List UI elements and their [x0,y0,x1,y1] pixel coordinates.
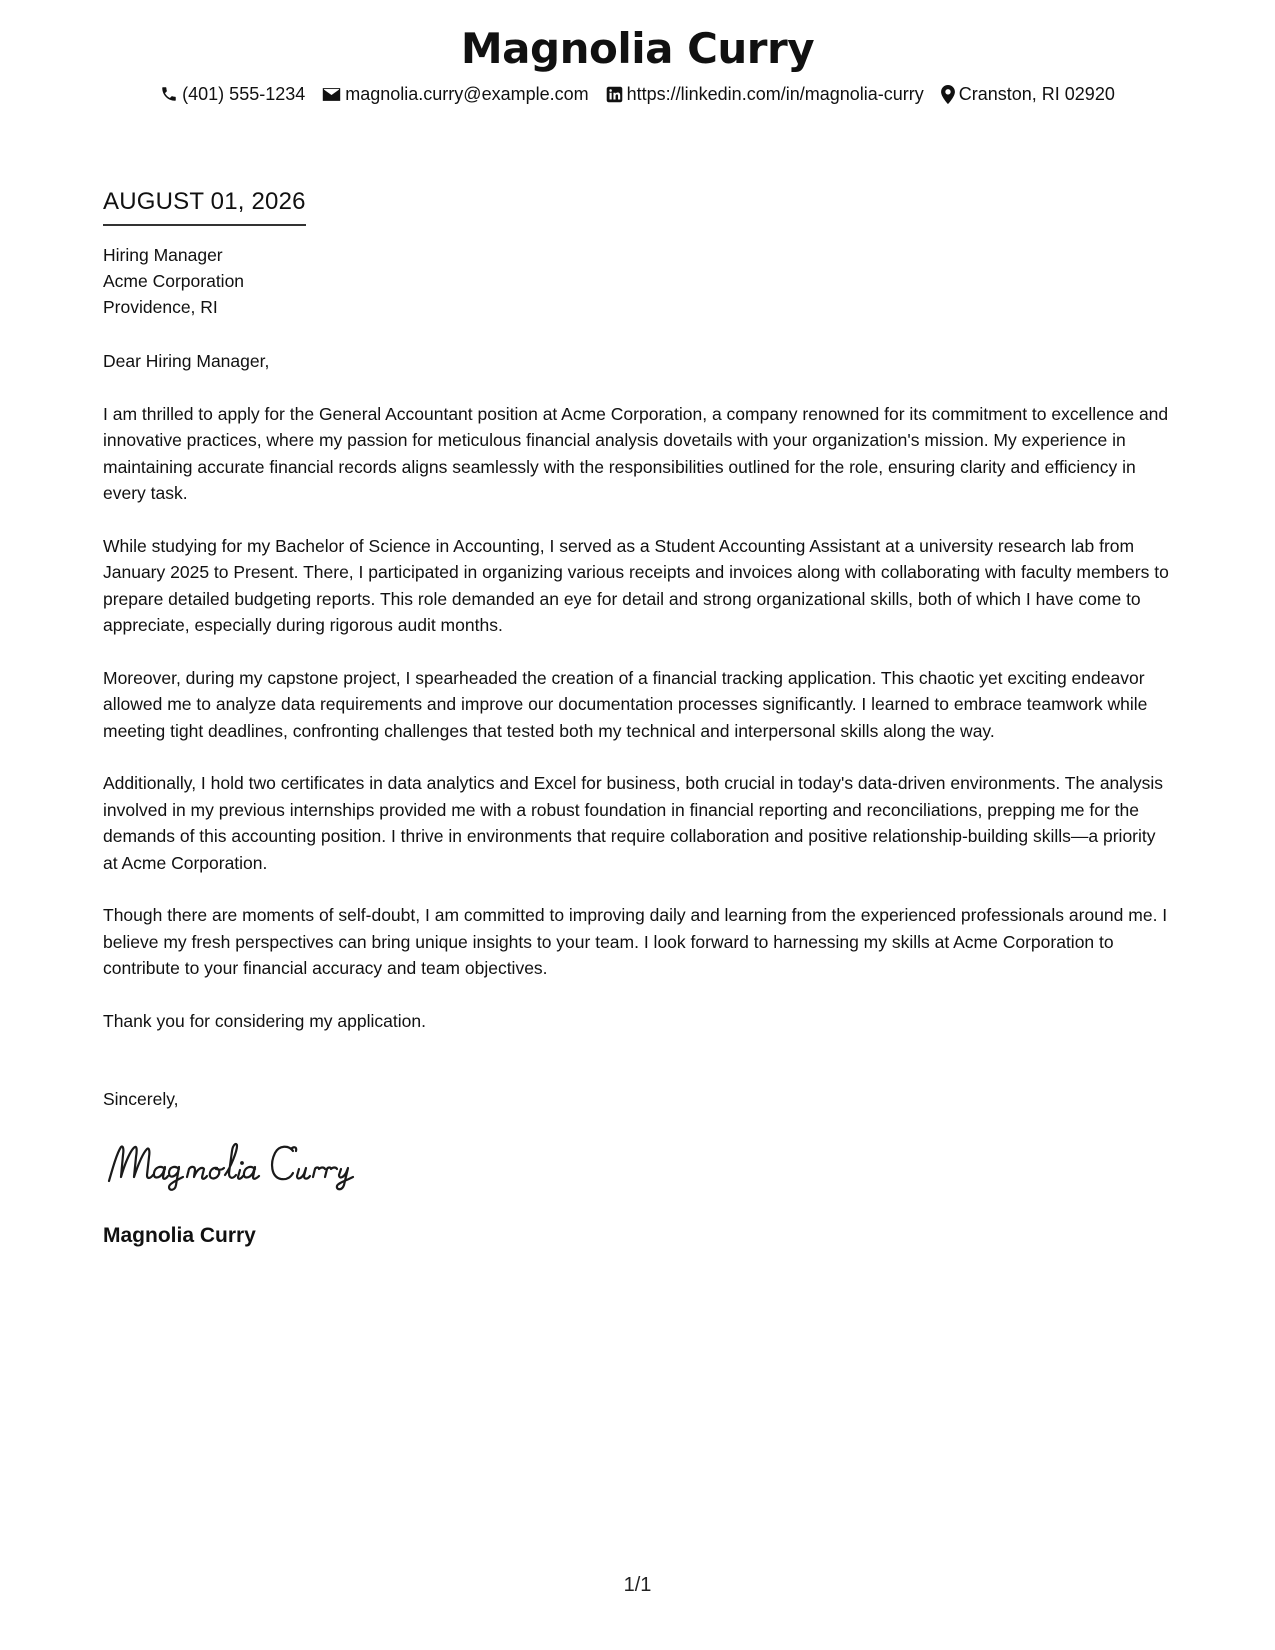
linkedin-icon [606,86,623,103]
phone-icon [160,85,178,103]
recipient-block [103,242,1173,320]
thank-you-line: Thank you for considering my application. [103,1010,426,1031]
letter-body [103,186,1173,1250]
recipient-title: Hiring Manager [103,245,223,265]
recipient-location: Providence, RI [103,297,218,317]
map-pin-icon [941,85,955,104]
contact-phone [160,82,305,106]
envelope-icon [322,87,341,102]
location-text: Cranston, RI 02920 [958,84,1115,104]
body-paragraph-1: I am thrilled to apply for the General Accountant position at Acme Corporation, a company renowned for its commitment to excellence and innovative practices, where my passion for meticulous financial analysis dovetails with your organization's mission. My experience in maintaining accurate financial records aligns seamlessly with the responsibilities outlined for the role, ensuring clarity and efficiency in every task. [103,403,1169,503]
phone-text: (401) 555-1234 [182,84,306,104]
body-paragraph-3: Moreover, during my capstone project, I spearheaded the creation of a financial tracking application. This chaotic yet exciting endeavor allowed me to analyze data requirements and improve our documentation processes significantly. I learned to embrace teamwork while meeting tight deadlines, confronting challenges that tested both my technical and interpersonal skills along the way. [103,667,1148,741]
page-number: 1/1 [623,1574,652,1596]
letter-header [0,22,1275,106]
contact-row [0,82,1275,106]
salutation: Dear Hiring Manager, [103,351,270,371]
applicant-name: Magnolia Curry [460,24,815,73]
body-paragraph-4: Additionally, I hold two certificates in data analytics and Excel for business, both crucial in today's data-driven environments. The analysis involved in my previous internships provided me with a robust foundation in financial reporting and reconciliations, prepping me for the demands of this accounting position. I thrive in environments that require collaboration and positive relationship-building skills—a priority at Acme Corporation. [103,773,1164,873]
contact-linkedin[interactable] [606,82,924,106]
handwritten-signature [103,1137,363,1193]
linkedin-link[interactable]: https://linkedin.com/in/magnolia-curry [626,84,924,104]
contact-email[interactable] [322,82,588,106]
closing: Sincerely, [103,1089,179,1109]
body-paragraph-5: Though there are moments of self-doubt, I am committed to improving daily and learning from the experienced professionals around me. I believe my fresh perspectives can bring unique insights to your team. I look forward to harnessing my skills at Acme Corporation to contribute to your financial accuracy and team objectives. [103,905,1168,978]
signer-name: Magnolia Curry [103,1224,256,1247]
contact-location [941,82,1115,106]
recipient-company: Acme Corporation [103,271,245,291]
letter-date: AUGUST 01, 2026 [103,186,306,226]
body-paragraph-2: While studying for my Bachelor of Science in Accounting, I served as a Student Accounting Assistant at a university research lab from January 2025 to Present. There, I participated in organizing various receipts and invoices along with collaborating with faculty members to prepare detailed budgeting reports. This role demanded an eye for detail and strong organizational skills, both of which I have come to appreciate, especially during rigorous audit months. [103,535,1169,635]
email-link[interactable]: magnolia.curry@example.com [345,84,589,104]
